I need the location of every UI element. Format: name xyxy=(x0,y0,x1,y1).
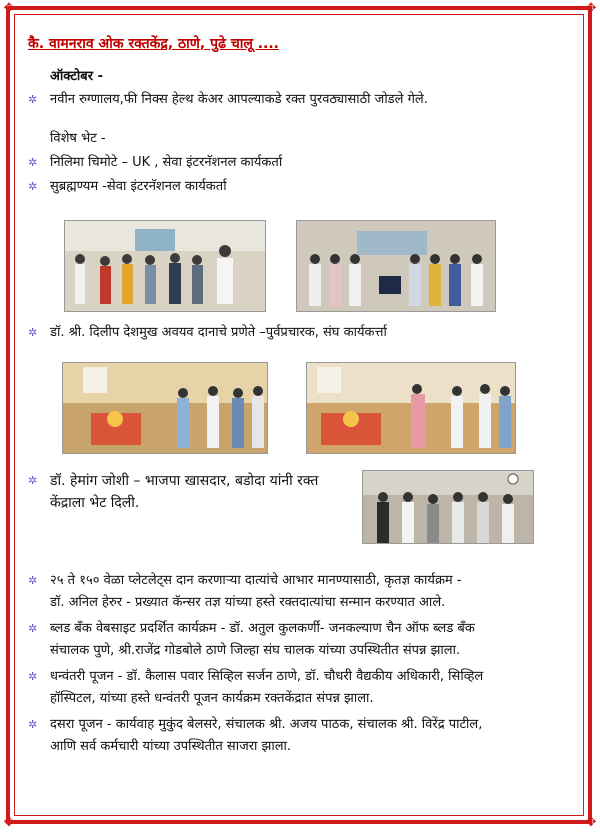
event-photo xyxy=(362,470,534,544)
list-item: ✲ सुब्रह्मण्यम -सेवा इंटरनॅशनल कार्यकर्ता xyxy=(28,176,568,198)
list-item: ✲ नवीन रुग्णालय,फी निक्स हेल्थ केअर आपल्याकडे रक्त पुरवठ्यासाठी जोडले गेले. xyxy=(28,89,568,111)
star-bullet-icon: ✲ xyxy=(28,180,38,193)
star-bullet-icon: ✲ xyxy=(28,326,38,339)
special-visit-heading: विशेष भेट - xyxy=(50,131,106,146)
corner-ornament-icon: ✥ xyxy=(585,1,597,16)
list-item: ✲ डॉ. श्री. दिलीप देशमुख अवयव दानाचे प्रणेते –पुर्वप्रचारक, संघ कार्यकर्त्ता xyxy=(28,322,568,344)
list-item: ✲ डॉ. हेमांग जोशी – भाजपा खासदार, बडोदा यांनी रक्त केंद्राला भेट दिली. xyxy=(28,470,358,514)
event-photo xyxy=(306,362,516,454)
corner-ornament-icon: ✥ xyxy=(3,815,15,830)
star-bullet-icon: ✲ xyxy=(28,622,38,635)
corner-ornament-icon: ✥ xyxy=(585,815,597,830)
list-item: ✲ २५ ते १५० वेळा प्लेटलेट्स दान करणाऱ्या दात्यांचे आभार मानण्यासाठी, कृतज्ञ कार्यक्रम - डॉ. अनिल हेरुर - प्रख्यात कॅन्सर तज्ञ यांच्या हस्ते रक्तदात्यांचा सन्मान करण्यात आले. xyxy=(28,570,568,614)
star-bullet-icon: ✲ xyxy=(28,574,38,587)
star-bullet-icon: ✲ xyxy=(28,718,38,731)
list-item: ✲ ब्लड बँक वेबसाइट प्रदर्शित कार्यक्रम - डॉ. अतुल कुलकर्णी- जनकल्याण चैन ऑफ ब्लड बँक संचालक पुणे, श्री.राजेंद्र गोडबोले ठाणे जिल्हा संघ चालक यांच्या उपस्थितीत संपन्न झाला. xyxy=(28,618,568,662)
star-bullet-icon: ✲ xyxy=(28,156,38,169)
list-item: ✲ धन्वंतरी पूजन - डॉ. कैलास पवार सिव्हिल सर्जन ठाणे, डॉ. चौधरी वैद्यकीय अधिकारी, सिव्हिल हॉस्पिटल, यांच्या हस्ते धन्वंतरी पूजन कार्यक्रम रक्तकेंद्रात संपन्न झाला. xyxy=(28,666,568,710)
list-item: ✲ दसरा पूजन - कार्यवाह मुकुंद बेलसरे, संचालक श्री. अजय पाठक, संचालक श्री. विरेंद्र पाटील, आणि सर्व कर्मचारी यांच्या उपस्थितीत साजरा झाला. xyxy=(28,714,568,758)
star-bullet-icon: ✲ xyxy=(28,474,38,487)
event-photo xyxy=(296,220,496,312)
star-bullet-icon: ✲ xyxy=(28,93,38,106)
list-item: ✲ निलिमा चिमोटे – UK , सेवा इंटरनॅशनल कार्यकर्ता xyxy=(28,152,568,174)
page-title: कै. वामनराव ओक रक्तकेंद्र, ठाणे, पुढे चालू .... xyxy=(28,36,279,52)
month-heading: ऑक्टोबर - xyxy=(50,69,103,84)
star-bullet-icon: ✲ xyxy=(28,670,38,683)
corner-ornament-icon: ✥ xyxy=(3,1,15,16)
event-photo xyxy=(64,220,266,312)
event-photo xyxy=(62,362,268,454)
